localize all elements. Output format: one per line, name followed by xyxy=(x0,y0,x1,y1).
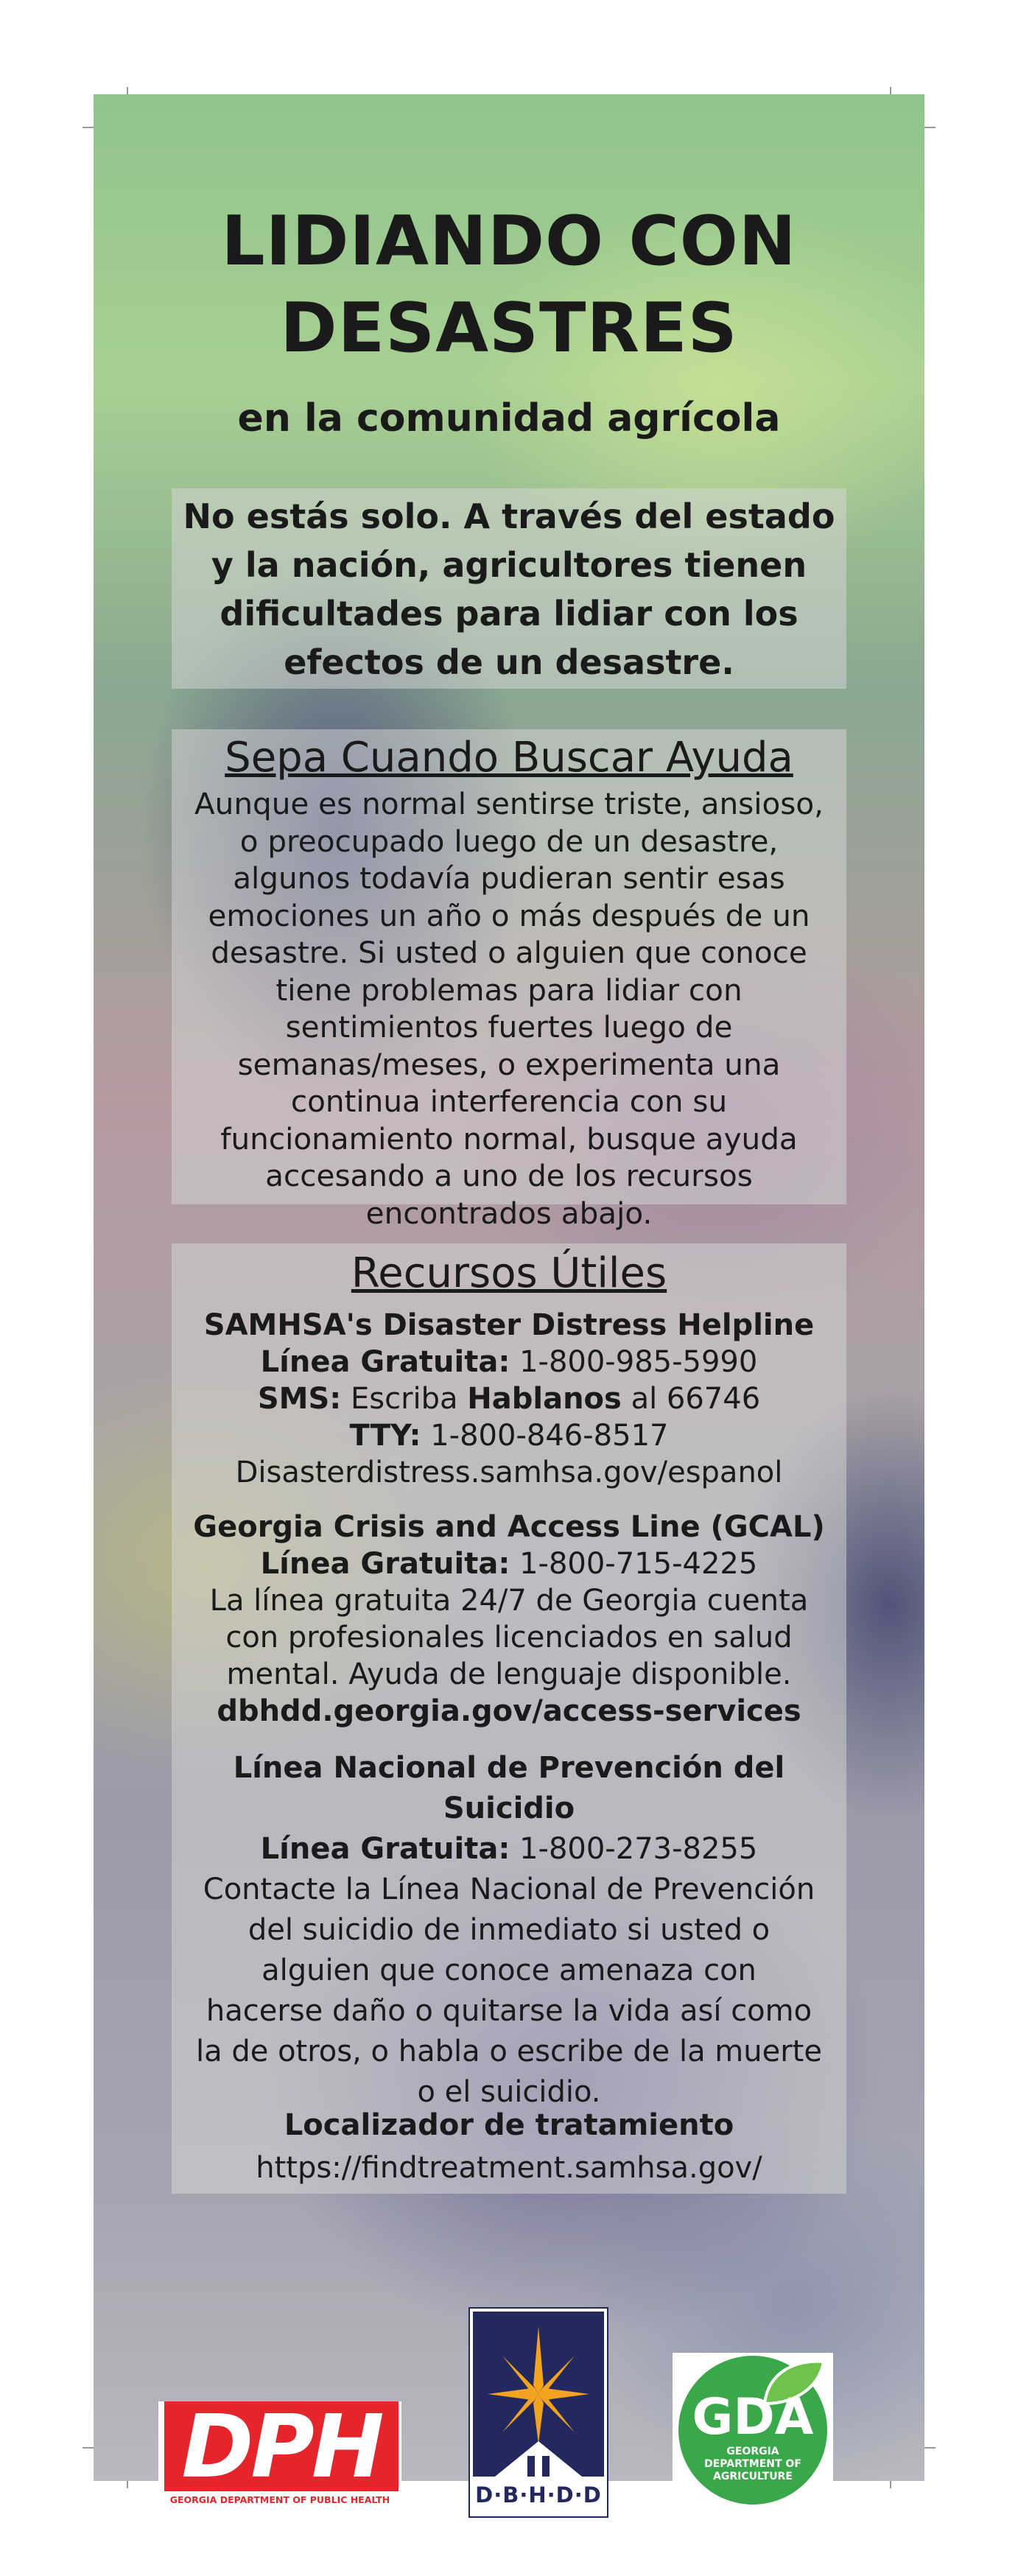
title-line-1: LIDIANDO CON xyxy=(221,201,797,281)
suicide-line: o el suicidio. xyxy=(417,2075,601,2109)
suicide-line: alguien que conoce amenaza con xyxy=(261,1954,757,1987)
help-line: sentimientos fuertes luego de xyxy=(285,1009,733,1045)
help-line: semanas/meses, o experimenta una xyxy=(237,1046,781,1082)
help-line: emociones un año o más después de un xyxy=(208,897,810,933)
suicide-line: Contacte la Línea Nacional de Prevención xyxy=(203,1873,815,1906)
help-line: desastre. Si usted o alguien que conoce xyxy=(211,935,807,970)
suicide-name: Línea Nacional de Prevención del Suicidio xyxy=(233,1751,785,1825)
help-line: continua interferencia con su xyxy=(290,1084,728,1119)
dbhdd-logo-field xyxy=(473,2312,604,2477)
samhsa-sms-number: al 66746 xyxy=(631,1382,761,1416)
gda-logo xyxy=(673,2353,833,2513)
help-line: accesando a uno de los recursos xyxy=(265,1158,753,1193)
help-line: funcionamiento normal, busque ayuda xyxy=(220,1120,798,1157)
suicide-block xyxy=(175,1748,843,2113)
page-title xyxy=(94,197,924,371)
flyer-panel xyxy=(94,94,924,2507)
gda-logo-subtitle xyxy=(678,2446,827,2483)
resources-heading: Recursos Útiles xyxy=(351,1249,667,1297)
samhsa-tty-label: TTY: xyxy=(349,1419,421,1453)
help-line: algunos todavía pudieran sentir esas xyxy=(233,860,785,896)
samhsa-tollfree-number[interactable]: 1-800-985-5990 xyxy=(519,1345,758,1379)
locator-name: Localizador de tratamiento xyxy=(284,2108,734,2142)
gcal-block xyxy=(175,1509,843,1730)
intro-line: No estás solo. A través del estado xyxy=(183,496,835,536)
dph-logo-subtitle: GEORGIA DEPARTMENT OF PUBLIC HEALTH xyxy=(169,2494,390,2505)
dph-logo xyxy=(158,2396,401,2512)
gda-sub-line: GEORGIA xyxy=(726,2446,779,2457)
logo-row xyxy=(94,2201,924,2507)
locator-block xyxy=(175,2104,843,2189)
gda-sub-line: AGRICULTURE xyxy=(713,2471,793,2482)
dph-logo-text: DPH xyxy=(164,2401,399,2491)
help-line: tiene problemas para lidiar con xyxy=(275,972,743,1008)
gcal-line: mental. Ayuda de lenguaje disponible. xyxy=(226,1657,792,1691)
samhsa-sms-label: SMS: xyxy=(257,1382,342,1416)
help-body xyxy=(178,785,840,1232)
gcal-line: La línea gratuita 24/7 de Georgia cuenta xyxy=(209,1584,809,1618)
gda-sub-line: DEPARTMENT OF xyxy=(704,2458,801,2470)
suicide-line: hacerse daño o quitarse la vida así como xyxy=(206,1994,812,2028)
star-icon xyxy=(473,2312,604,2477)
suicide-line: del suicidio de inmediato si usted o xyxy=(248,1913,770,1947)
gda-logo-text: GDA xyxy=(692,2388,814,2446)
samhsa-sms-text: Escriba xyxy=(350,1382,458,1416)
gcal-link[interactable]: dbhdd.georgia.gov/access-services xyxy=(217,1694,801,1728)
suicide-tollfree-number[interactable]: 1-800-273-8255 xyxy=(519,1832,758,1866)
help-heading: Sepa Cuando Buscar Ayuda xyxy=(225,734,793,782)
intro-line: efectos de un desastre. xyxy=(284,642,734,682)
intro-line: dificultades para lidiar con los xyxy=(220,594,798,634)
gcal-tollfree-number[interactable]: 1-800-715-4225 xyxy=(519,1547,758,1581)
dbhdd-logo xyxy=(468,2307,608,2518)
locator-link[interactable]: https://findtreatment.samhsa.gov/ xyxy=(256,2151,762,2185)
samhsa-tollfree-label: Línea Gratuita: xyxy=(260,1345,510,1379)
intro-line: y la nación, agricultores tienen xyxy=(211,545,807,585)
title-line-2: DESASTRES xyxy=(280,288,738,368)
gcal-name: Georgia Crisis and Access Line (GCAL) xyxy=(193,1510,825,1544)
dbhdd-logo-text: D·B·H·D·D xyxy=(475,2482,602,2507)
samhsa-name: SAMHSA's Disaster Distress Helpline xyxy=(203,1308,815,1342)
intro-text xyxy=(172,492,846,687)
samhsa-tty-number[interactable]: 1-800-846-8517 xyxy=(430,1419,669,1453)
gcal-line: con profesionales licenciados en salud xyxy=(225,1621,793,1654)
suicide-line: la de otros, o habla o escribe de la muerte xyxy=(196,2035,822,2068)
samhsa-block xyxy=(175,1307,843,1491)
help-line: o preocupado luego de un desastre, xyxy=(239,823,779,859)
gcal-tollfree-label: Línea Gratuita: xyxy=(260,1547,510,1581)
samhsa-link[interactable]: Disasterdistress.samhsa.gov/espanol xyxy=(235,1456,783,1489)
subtitle: en la comunidad agrícola xyxy=(237,396,781,441)
suicide-tollfree-label: Línea Gratuita: xyxy=(260,1832,510,1866)
help-line: encontrados abajo. xyxy=(365,1195,653,1231)
samhsa-sms-keyword: Hablanos xyxy=(467,1382,622,1416)
help-line: Aunque es normal sentirse triste, ansioso, xyxy=(194,786,824,821)
